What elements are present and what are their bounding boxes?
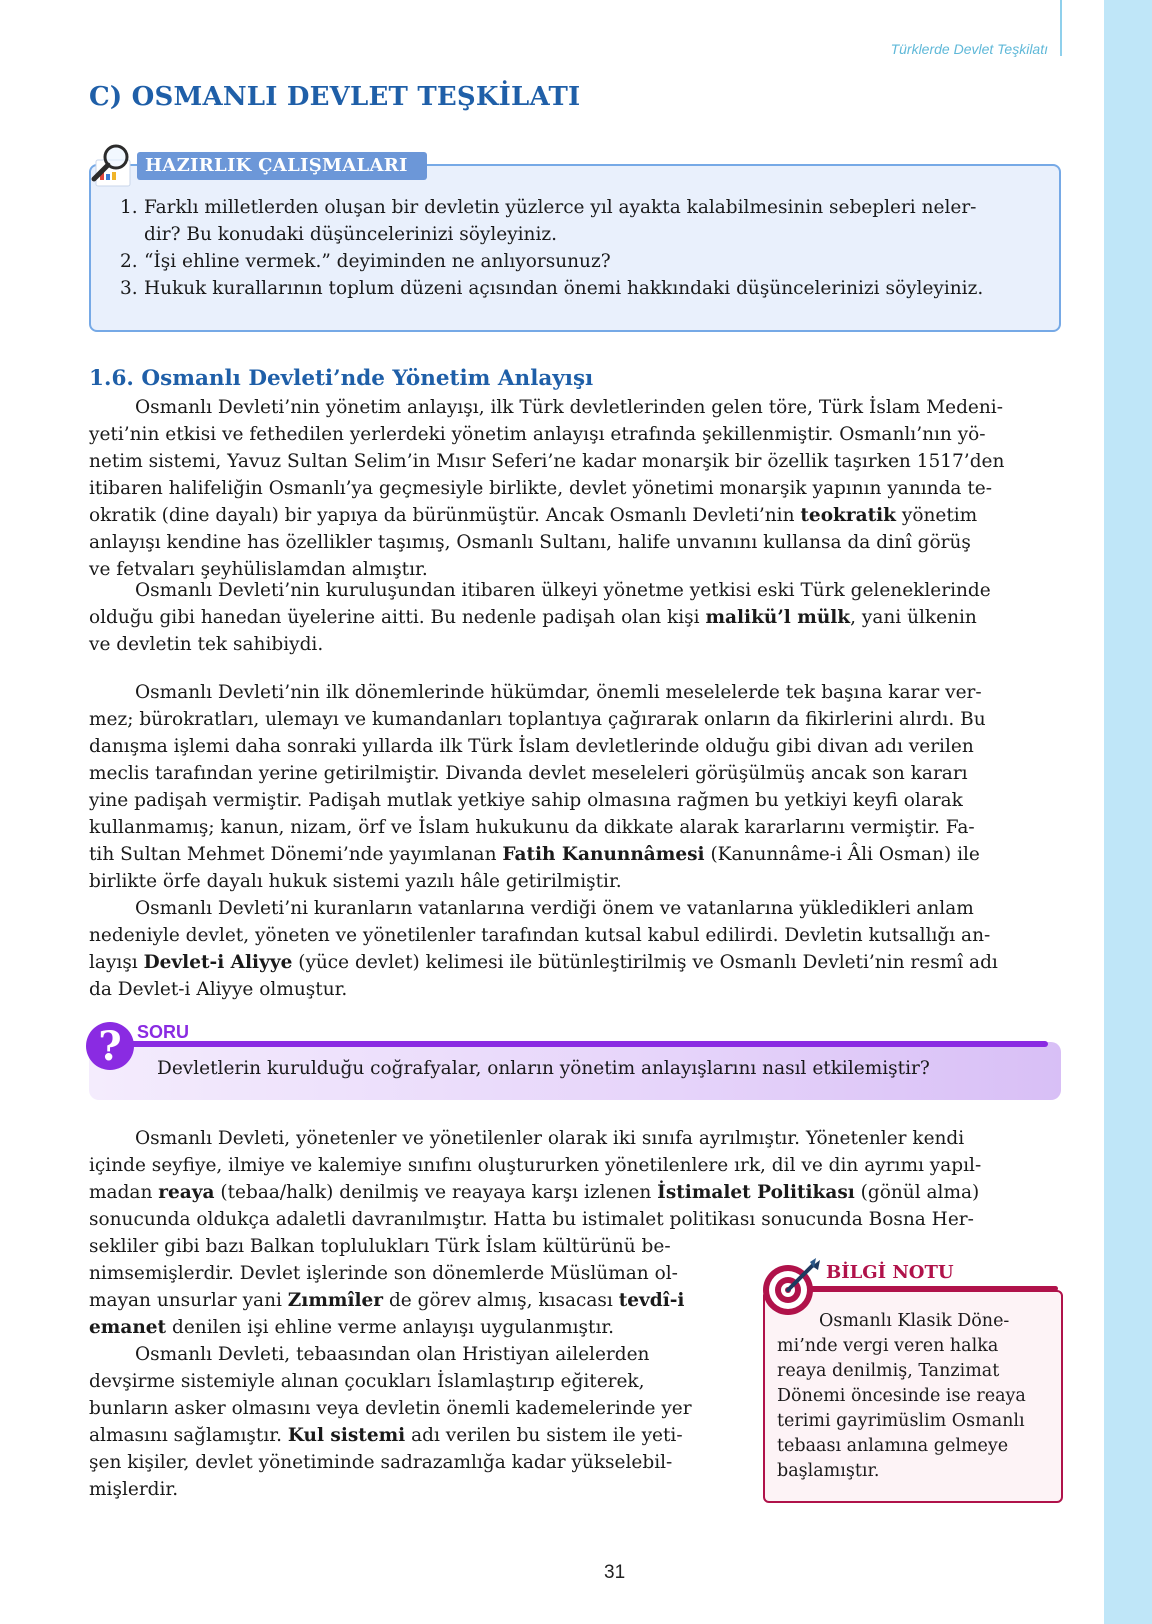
text-run: almasını sağlamıştır. [89, 1425, 288, 1446]
text-run: Osmanlı Devleti, tebaasından olan Hristiyan ailelerden [135, 1344, 650, 1365]
section-title: 1.6. Osmanlı Devleti’nde Yönetim Anlayışı [89, 366, 594, 391]
info-note-line: Dönemi öncesinde ise reaya [777, 1386, 1026, 1406]
item-number: 3. [120, 278, 138, 299]
text-run: anlayışı kendine has özellikler taşımış, Osmanlı Sultanı, halife unvanını kullansa da dinî görüş [89, 532, 971, 553]
text-run: mişlerdir. [89, 1479, 179, 1500]
text-run: (Kanunnâme-i Âli Osman) ile [704, 844, 980, 865]
text-line [89, 1206, 1063, 1233]
text-run: ve devletin tek sahibiydi. [89, 634, 324, 655]
text-run: yine padişah vermiştir. Padişah mutlak yetkiye sahip olmasına rağmen bu yetkiyi keyfi olarak [89, 790, 963, 811]
text-line [89, 868, 1063, 895]
text-line [89, 787, 1063, 814]
text-line [89, 679, 1063, 706]
key-term: emanet [89, 1317, 167, 1338]
text-run: de görev almış, kısacası [383, 1290, 619, 1311]
text-line [89, 1341, 733, 1368]
text-line [89, 421, 1063, 448]
text-line [89, 976, 1063, 1003]
text-line [89, 475, 1063, 502]
preparation-label: HAZIRLIK ÇALIŞMALARI [137, 152, 427, 180]
question-label: SORU [137, 1022, 190, 1042]
key-term: İstimalet Politikası [657, 1182, 855, 1203]
info-note-line: başlamıştır. [777, 1461, 880, 1481]
key-term: Kul sistemi [287, 1425, 406, 1446]
text-line [89, 1476, 733, 1503]
text-run: Osmanlı Devleti’ni kuranların vatanlarına verdiği önem ve vatanlarına yükledikleri anlam [135, 898, 974, 919]
question-text: Devletlerin kurulduğu coğrafyalar, onların yönetim anlayışlarını nasıl etkilemiştir? [157, 1058, 930, 1079]
chapter-title: C) OSMANLI DEVLET TEŞKİLATI [89, 82, 581, 112]
preparation-item [120, 194, 1045, 248]
text-run: mez; bürokratları, ulemayı ve kumandanları toplantıya çağırarak onların da fikirlerini alırdı. Bu [89, 709, 986, 730]
text-line [89, 1233, 1063, 1260]
paragraph [89, 394, 1063, 583]
text-line [89, 841, 1063, 868]
text-run: meclis tarafından yerine getirilmiştir. Divanda devlet meseleleri görüşülmüş ancak son kararı [89, 763, 968, 784]
text-run: kullanmamış; kanun, nizam, örf ve İslam hukukunu da dikkate alarak kararlarını vermiştir. Fa- [89, 817, 975, 838]
text-line [89, 1368, 733, 1395]
text-line [89, 529, 1063, 556]
key-term: Fatih Kanunnâmesi [502, 844, 705, 865]
text-line [89, 1449, 733, 1476]
text-run: Osmanlı Devleti’nin ilk dönemlerinde hükümdar, önemli meselelerde tek başına karar ver- [135, 682, 982, 703]
text-run: netim sistemi, Yavuz Sultan Selim’in Mısır Seferi’ne kadar monarşik bir özellik taşırken 1517’den [89, 451, 1005, 472]
svg-text:?: ? [98, 1023, 122, 1070]
item-number: 1. [120, 197, 138, 218]
text-run: madan [89, 1182, 159, 1203]
text-line [89, 1125, 1063, 1152]
text-run: Osmanlı Devleti’nin yönetim anlayışı, ilk Türk devletlerinden gelen töre, Türk İslam Medeni- [135, 397, 1003, 418]
item-number: 2. [120, 251, 138, 272]
text-run: (tebaa/halk) denilmiş ve reayaya karşı izlenen [214, 1182, 658, 1203]
text-line [89, 760, 1063, 787]
item-line: Farklı milletlerden oluşan bir devletin yüzlerce yıl ayakta kalabilmesinin sebepleri neler- [144, 197, 977, 218]
preparation-item [120, 248, 1045, 275]
text-run: yeti’nin etkisi ve fethedilen yerlerdeki yönetim anlayışı etrafında şekillenmiştir. Osmanlı’nın yö- [89, 424, 986, 445]
text-run: denilen işi ehline verme anlayışı uygulanmıştır. [166, 1317, 615, 1338]
text-run: yönetim [896, 505, 978, 526]
info-note-line: reaya denilmiş, Tanzimat [777, 1361, 1000, 1381]
text-run: (yüce devlet) kelimesi ile bütünleştirilmiş ve Osmanlı Devleti’nin resmî adı [292, 952, 998, 973]
info-note-line: Osmanlı Klasik Döne- [819, 1311, 1010, 1331]
text-run: layışı [89, 952, 144, 973]
page-number: 31 [604, 1562, 626, 1583]
preparation-item [120, 275, 1045, 302]
key-term: Zımmîler [287, 1290, 384, 1311]
running-header: Türklerde Devlet Teşkilatı [890, 41, 1048, 57]
text-run: nedeniyle devlet, yöneten ve yönetilenler tarafından kutsal kabul edilirdi. Devletin kutsallığı an- [89, 925, 991, 946]
info-note-line: terimi gayrimüslim Osmanlı [777, 1411, 1025, 1431]
paragraph [89, 577, 1063, 658]
key-term: reaya [158, 1182, 215, 1203]
key-term: malikü’l mülk [705, 607, 851, 628]
question-bar [124, 1041, 1048, 1047]
text-run: mayan unsurlar yani [89, 1290, 288, 1311]
text-line [89, 448, 1063, 475]
text-run: tih Sultan Mehmet Dönemi’nde yayımlanan [89, 844, 503, 865]
text-run: itibaren halifeliğin Osmanlı’ya geçmesiyle birlikte, devlet yönetimi monarşik yapının yanında te- [89, 478, 992, 499]
text-line [89, 604, 1063, 631]
key-term: teokratik [800, 505, 896, 526]
magnifier-icon [86, 140, 138, 192]
info-note-line: mi’nde vergi veren halka [777, 1336, 999, 1356]
item-line: “İşi ehline vermek.” deyiminden ne anlıyorsunuz? [144, 251, 611, 272]
info-note-line: tebaası anlamına gelmeye [777, 1436, 1009, 1456]
text-line [89, 733, 1063, 760]
text-run: Osmanlı Devleti, yönetenler ve yönetilenler olarak iki sınıfa ayrılmıştır. Yönetenler kendi [135, 1128, 965, 1149]
text-run: olduğu gibi hanedan üyelerine aitti. Bu nedenle padişah olan kişi [89, 607, 706, 628]
key-term: Devlet-i Aliyye [143, 952, 293, 973]
text-run: içinde seyfiye, ilmiye ve kalemiye sınıfını oluştururken yönetilenlere ırk, dil ve din ayrımı yapıl- [89, 1155, 982, 1176]
paragraph [89, 895, 1063, 1003]
info-note-label: BİLGİ NOTU [826, 1262, 954, 1283]
header-rule [1060, 0, 1062, 56]
paragraph [89, 679, 1063, 895]
text-run: sekliler gibi bazı Balkan toplulukları Türk İslam kültürünü be- [89, 1236, 671, 1257]
text-run: birlikte örfe dayalı hukuk sistemi yazılı hâle getirilmiştir. [89, 871, 622, 892]
text-run: da Devlet-i Aliyye olmuştur. [89, 979, 348, 1000]
key-term: tevdî-i [618, 1290, 685, 1311]
question-mark-icon [86, 1016, 138, 1074]
item-line: dir? Bu konudaki düşüncelerinizi söyleyiniz. [144, 224, 558, 245]
info-note-bar [800, 1286, 1058, 1291]
text-line [89, 949, 1063, 976]
text-line [89, 895, 1063, 922]
text-line [89, 502, 1063, 529]
text-run: , yani ülkenin [850, 607, 977, 628]
text-line [89, 814, 1063, 841]
text-run: Osmanlı Devleti’nin kuruluşundan itibaren ülkeyi yönetme yetkisi eski Türk geleneklerinde [135, 580, 991, 601]
side-strip [1104, 0, 1152, 1624]
text-run: ve fetvaları şeyhülislamdan almıştır. [89, 559, 428, 580]
text-run: danışma işlemi daha sonraki yıllarda ilk Türk İslam devletlerinde olduğu gibi divan adı verilen [89, 736, 974, 757]
text-run: devşirme sistemiyle alınan çocukları İslamlaştırıp eğiterek, [89, 1371, 645, 1392]
text-run: şen kişiler, devlet yönetiminde sadrazamlığa kadar yükselebil- [89, 1452, 673, 1473]
text-run: adı verilen bu sistem ile yeti- [405, 1425, 683, 1446]
text-run: okratik (dine dayalı) bir yapıya da bürünmüştür. Ancak Osmanlı Devleti’nin [89, 505, 801, 526]
item-line: Hukuk kurallarının toplum düzeni açısından önemi hakkındaki düşüncelerinizi söyleyiniz. [144, 278, 984, 299]
info-note-text [777, 1309, 1049, 1484]
preparation-list [120, 194, 1045, 302]
text-line [89, 1179, 1063, 1206]
text-line [89, 922, 1063, 949]
paragraph [89, 1341, 733, 1503]
text-line [89, 577, 1063, 604]
text-line [89, 706, 1063, 733]
text-run: bunların asker olmasını veya devletin önemli kademelerinde yer [89, 1398, 692, 1419]
text-run: (gönül alma) [854, 1182, 980, 1203]
text-line [89, 631, 1063, 658]
text-line [89, 1422, 733, 1449]
text-line [89, 1152, 1063, 1179]
text-line [89, 1395, 733, 1422]
text-line [89, 394, 1063, 421]
text-run: sonucunda oldukça adaletli davranılmıştır. Hatta bu istimalet politikası sonucunda Bosna Her- [89, 1209, 974, 1230]
text-run: nimsemişlerdir. Devlet işlerinde son dönemlerde Müslüman ol- [89, 1263, 678, 1284]
